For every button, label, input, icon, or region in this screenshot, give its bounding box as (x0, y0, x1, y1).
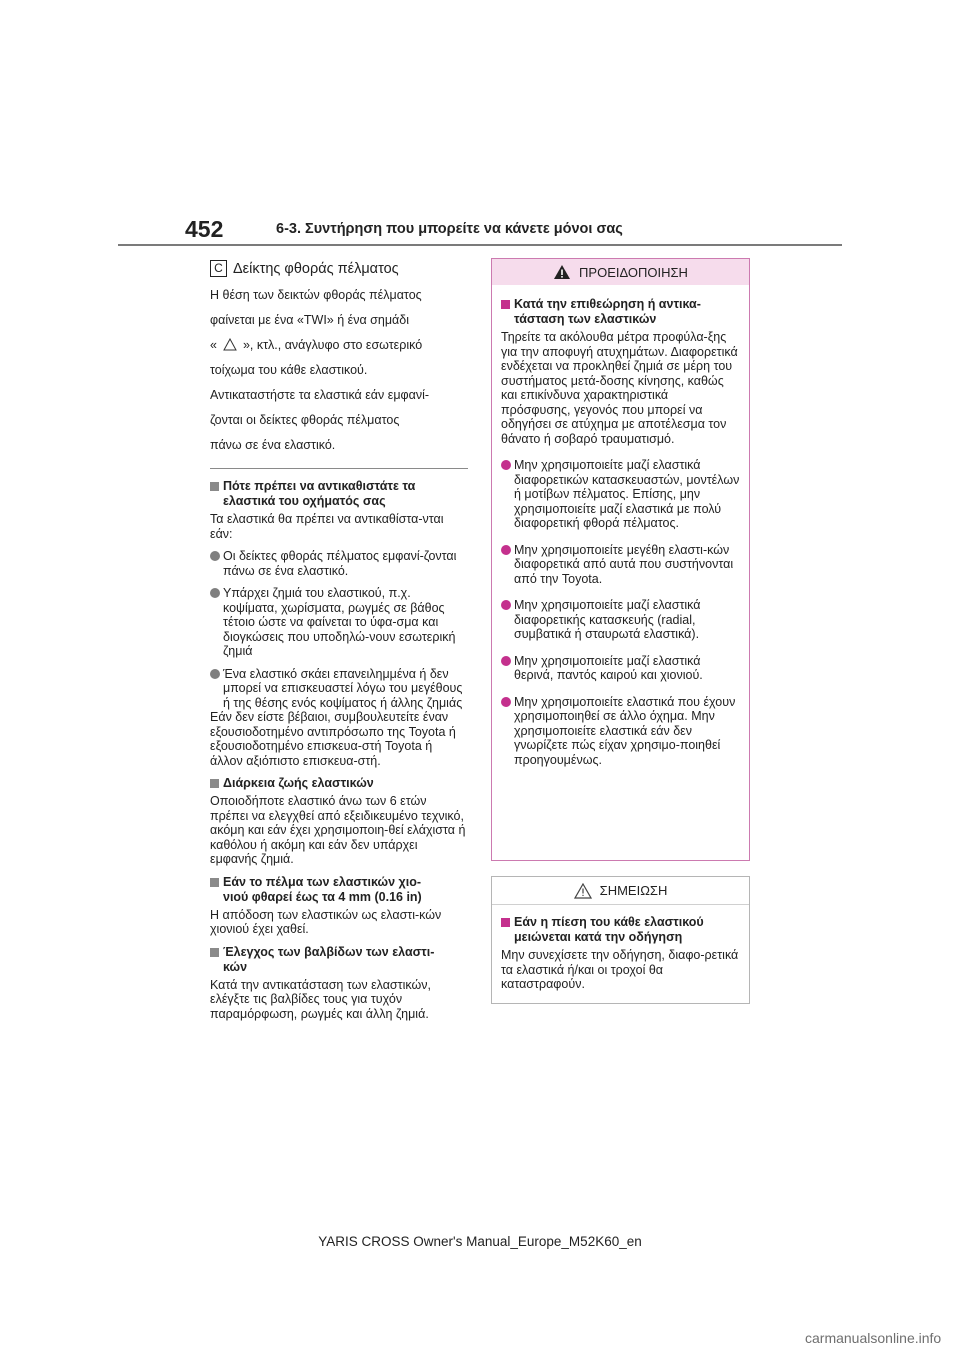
note-header (492, 877, 749, 905)
warning-heading-cont: τάσταση των ελαστικών (514, 312, 657, 326)
warning-triangle-icon (553, 264, 571, 280)
warning-heading (501, 297, 740, 312)
wear-indicator-heading (210, 260, 468, 277)
intro-line-text: », κτλ., ανάγλυφο στο εσωτερικό (242, 338, 423, 352)
note-body (492, 915, 749, 992)
warning-list-item (501, 654, 740, 683)
note-title: ΣΗΜΕΙΩΣΗ (599, 883, 668, 898)
intro-line: φαίνεται με ένα «TWI» ή ένα σημάδι (210, 313, 409, 327)
replace-heading-cont: ελαστικά του οχήματός σας (223, 494, 386, 508)
round-bullet-icon (501, 460, 511, 470)
warning-list-text: Μην χρησιμοποιείτε ελαστικά που έχουν χρησιμοποιηθεί σε άλλο όχημα. Μην χρησιμοποιείτε ελαστικά εάν δεν γνωρίζετε πώς είχαν χρησιμο-ποιηθεί προηγουμένως. (514, 694, 736, 767)
replace-intro: Τα ελαστικά θα πρέπει να αντικαθίστα-νται εάν: (210, 512, 444, 541)
tire-life-heading-text: Διάρκεια ζωής ελαστικών (223, 776, 374, 790)
left-column (210, 260, 468, 1029)
round-bullet-icon (210, 669, 220, 679)
replace-heading-text: Πότε πρέπει να αντικαθιστάτε τα (223, 479, 416, 493)
round-bullet-icon (501, 600, 511, 610)
warning-intro: Τηρείτε τα ακόλουθα μέτρα προφύλα-ξης για την αποφυγή ατυχημάτων. Διαφορετικά ενδέχεται να προκληθεί ζημιά σε μέρη του συστήματος μετά-δοσης κίνησης, καθώς και επικίνδυνα χαρακτηριστικά πρόσφυσης, γεγονός που μπορεί να οδηγήσει σε ατύχημα με αποτέλεσμα τον θάνατο ή σοβαρό τραυματισμό. (501, 330, 738, 446)
intro-line: Αντικαταστήστε τα ελαστικά εάν εμφανί- (210, 388, 430, 402)
list-item-text: Οι δείκτες φθοράς πέλματος εμφανί-ζονται πάνω σε ένα ελαστικό. (223, 549, 457, 578)
watermark: carmanualsonline.info (805, 1330, 942, 1346)
caution-triangle-icon (574, 883, 592, 899)
snow-tire-heading (210, 875, 468, 890)
intro-line: Η θέση των δεικτών φθοράς πέλματος (210, 288, 422, 302)
warning-list-text: Μην χρησιμοποιείτε μαζί ελαστικά θερινά, παντός καιρού και χιονιού. (514, 653, 703, 682)
wear-indicator-title: Δείκτης φθοράς πέλματος (233, 260, 399, 277)
section-title: 6-3. Συντήρηση που μπορείτε να κάνετε μόνοι σας (276, 221, 623, 237)
warning-title: ΠΡΟΕΙΔΟΠΟΙΗΣΗ (579, 264, 688, 280)
square-bullet-icon (210, 948, 219, 957)
warning-box (491, 258, 750, 861)
replace-closing: Εάν δεν είστε βέβαιοι, συμβουλευτείτε έναν εξουσιοδοτημένο αντιπρόσωπο της Toyota ή εξουσιοδοτημένο επισκευα-στή Toyota ή άλλον αξιόπιστο επισκευα-στή. (210, 710, 456, 768)
tire-life-text: Οποιοδήποτε ελαστικό άνω των 6 ετών πρέπει να ελεγχθεί από εξειδικευμένο τεχνικό, ακόμη και εάν έχει χρησιμοποιη-θεί ελάχιστα ή καθόλου ή ακόμη και εάν δεν υπάρχει εμφανής ζημιά. (210, 794, 466, 866)
page-number: 452 (185, 216, 224, 242)
square-bullet-icon (210, 482, 219, 491)
warning-list-text: Μην χρησιμοποιείτε μαζί ελαστικά διαφορετικής κατασκευής (radial, συμβατικά ή σταυρωτά ελαστικά). (514, 598, 701, 641)
snow-tire-heading-text: Εάν το πέλμα των ελαστικών χιο- (223, 874, 421, 889)
tire-life-heading (210, 776, 468, 791)
list-item-text: Υπάρχει ζημιά του ελαστικού, π.χ. κοψίματα, χωρίσματα, ρωγμές σε βάθος τέτοιο ώστε να φαίνεται το ύφα-σμα και διογκώσεις που υποδηλώ-νουν εσωτερική ζημιά (223, 586, 456, 658)
valve-heading-text: Έλεγχος των βαλβίδων των ελαστι- (223, 944, 435, 959)
square-bullet-icon (501, 918, 510, 927)
note-heading-text: Εάν η πίεση του κάθε ελαστικού (514, 915, 704, 929)
snow-tire-heading-cont: νιού φθαρεί έως τα 4 mm (0.16 in) (223, 889, 422, 904)
round-bullet-icon (501, 697, 511, 707)
note-text: Μην συνεχίσετε την οδήγηση, διαφο-ρετικά τα ελαστικά ή/και οι τροχοί θα καταστραφούν. (501, 948, 739, 991)
intro-line: πάνω σε ένα ελαστικό. (210, 438, 336, 452)
round-bullet-icon (210, 588, 220, 598)
warning-body (492, 285, 749, 767)
list-item (210, 667, 468, 711)
valve-heading (210, 945, 468, 960)
square-bullet-icon (501, 300, 510, 309)
list-item (210, 586, 468, 659)
square-bullet-icon (210, 779, 219, 788)
intro-line: τοίχωμα του κάθε ελαστικού. (210, 363, 368, 377)
round-bullet-icon (501, 545, 511, 555)
note-box (491, 876, 750, 1004)
triangle-mark-icon (223, 338, 237, 351)
round-bullet-icon (210, 551, 220, 561)
intro-line: ζονται οι δείκτες φθοράς πέλματος (210, 413, 400, 427)
section-divider (210, 468, 468, 469)
list-item-text: Ένα ελαστικό σκάει επανειλημμένα ή δεν μπορεί να επισκευαστεί λόγω του μεγέθους ή της θέσης ενός κοψίματος ή άλλης ζημιάς (223, 666, 463, 710)
valve-text: Κατά την αντικατάσταση των ελαστικών, ελέγξτε τις βαλβίδες τους για τυχόν παραμόρφωση, ρωγμές και άλλη ζημιά. (210, 977, 431, 1021)
warning-list-item (501, 695, 740, 768)
snow-tire-text: Η απόδοση των ελαστικών ως ελαστι-κών χιονιού έχει χαθεί. (210, 907, 442, 936)
warning-list-item (501, 543, 740, 587)
note-heading-cont: μειώνεται κατά την οδήγηση (514, 930, 683, 944)
quote-open: « (210, 338, 217, 352)
warning-list-text: Μην χρησιμοποιείτε μαζί ελαστικά διαφορετικών κατασκευαστών, μοντέλων ή μοτίβων πέλματος. Επίσης, μην χρησιμοποιείτε μαζί ελαστικά με πολύ διαφορετική φθορά πέλματος. (514, 458, 740, 530)
warning-heading-text: Κατά την επιθεώρηση ή αντικα- (514, 297, 701, 311)
list-item (210, 549, 468, 578)
intro-line-with-mark (210, 337, 468, 354)
square-bullet-icon (210, 878, 219, 887)
header-divider (118, 244, 842, 246)
warning-list-item (501, 458, 740, 531)
round-bullet-icon (501, 656, 511, 666)
footer-manual-title: YARIS CROSS Owner's Manual_Europe_M52K60_en (318, 1234, 642, 1249)
replace-heading (210, 479, 468, 494)
section-letter-box: C (210, 260, 227, 277)
warning-header (492, 259, 749, 285)
valve-heading-cont: κών (223, 959, 248, 974)
warning-list-item (501, 598, 740, 642)
note-heading (501, 915, 740, 930)
warning-list-text: Μην χρησιμοποιείτε μεγέθη ελαστι-κών διαφορετικά από αυτά που συστήνονται από την Toyota. (514, 542, 734, 586)
